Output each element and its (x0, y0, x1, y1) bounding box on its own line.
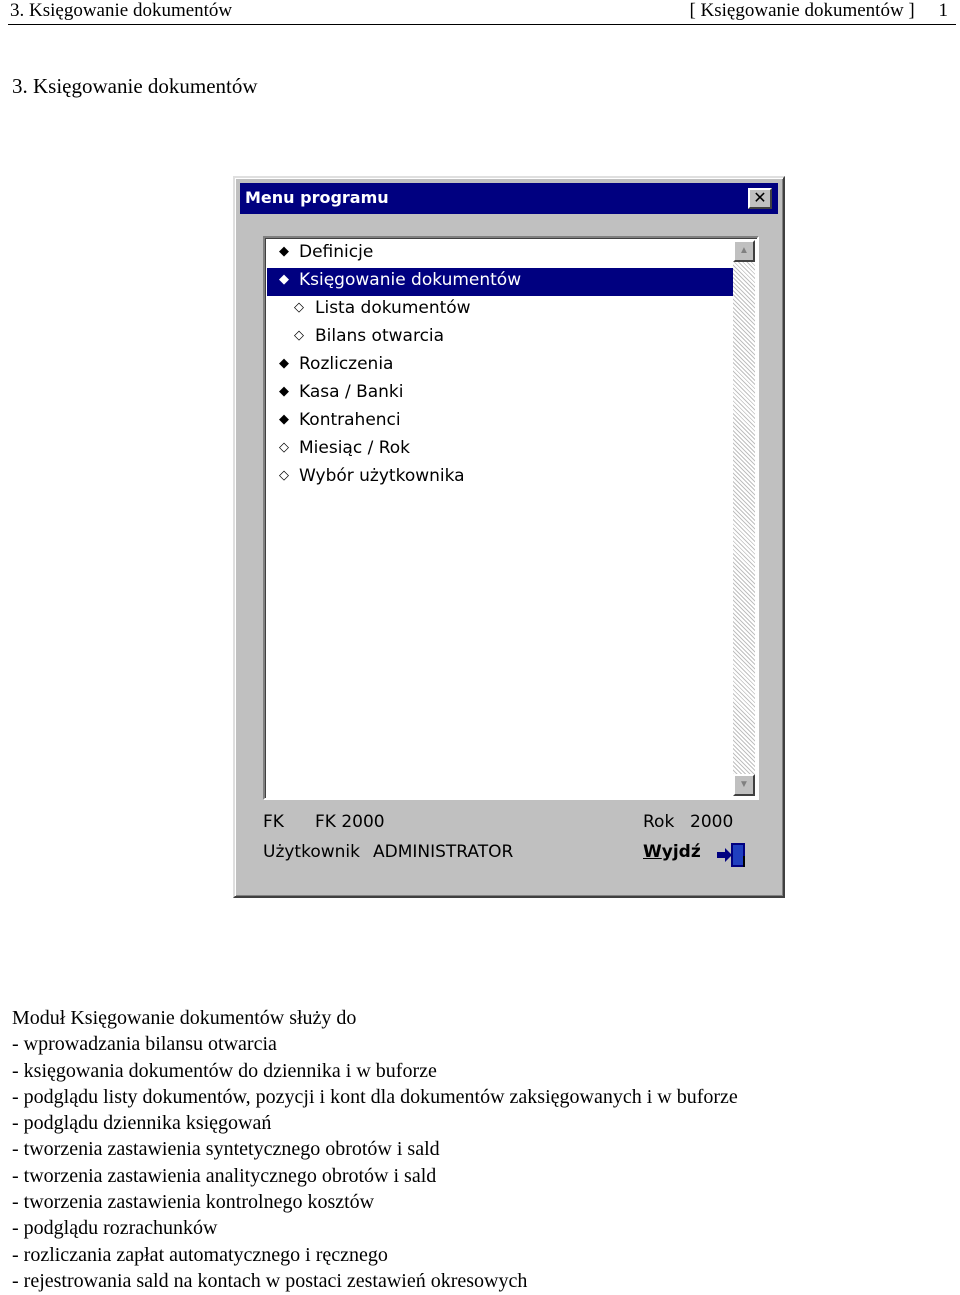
description-line: - rejestrowania sald na kontach w postaci zestawień okresowych (12, 1269, 528, 1292)
description-line: - wprowadzania bilansu otwarcia (12, 1033, 277, 1056)
close-icon: ✕ (753, 188, 767, 207)
vertical-scrollbar[interactable] (733, 240, 755, 796)
filled-diamond-icon: ◆ (279, 272, 289, 287)
menu-item[interactable] (267, 380, 733, 408)
fk-label: FK (263, 812, 284, 832)
page-header-right: [ Księgowanie dokumentów ] 1 (689, 0, 948, 21)
header-rule (8, 24, 956, 25)
arrow-up-icon: ▲ (739, 245, 749, 256)
description-line: - podglądu listy dokumentów, pozycji i kont dla dokumentów zaksięgowanych i w buforze (12, 1085, 738, 1108)
exit-button[interactable] (643, 842, 701, 862)
menu-item[interactable] (267, 240, 733, 268)
description-intro: Moduł Księgowanie dokumentów służy do (12, 1007, 357, 1029)
menu-item-label: Księgowanie dokumentów (299, 270, 522, 290)
exit-accelerator: W (643, 842, 662, 862)
description-line: - podglądu dziennika księgowań (12, 1112, 272, 1135)
exit-door-icon[interactable] (715, 842, 749, 868)
menu-item[interactable] (267, 296, 733, 324)
exit-label: yjdź (661, 842, 701, 862)
filled-diamond-icon: ◆ (279, 356, 289, 371)
filled-diamond-icon: ◆ (279, 244, 289, 259)
hollow-diamond-icon: ◇ (279, 440, 289, 455)
user-value: ADMINISTRATOR (373, 842, 514, 862)
year-value: 2000 (690, 812, 734, 832)
filled-diamond-icon: ◆ (279, 412, 289, 427)
user-label: Użytkownik (263, 842, 360, 862)
menu-list[interactable] (263, 236, 759, 800)
description-line: - księgowania dokumentów do dziennika i w buforze (12, 1059, 437, 1082)
menu-item-label: Rozliczenia (299, 354, 394, 374)
menu-item-label: Miesiąc / Rok (299, 438, 411, 458)
module-description (12, 1005, 738, 1294)
menu-window (233, 176, 785, 898)
description-line: - tworzenia zastawienia syntetycznego obrotów i sald (12, 1138, 440, 1161)
arrow-down-icon: ▼ (739, 779, 749, 790)
page-header-left: 3. Księgowanie dokumentów (10, 0, 233, 21)
filled-diamond-icon: ◆ (279, 384, 289, 399)
section-title: 3. Księgowanie dokumentów (12, 74, 258, 98)
hollow-diamond-icon: ◇ (294, 300, 304, 315)
year-label: Rok (643, 812, 675, 832)
scroll-down-button[interactable] (733, 774, 755, 796)
menu-item[interactable] (267, 408, 733, 436)
menu-item-label: Kasa / Banki (299, 382, 404, 402)
window-titlebar (240, 183, 778, 214)
menu-item[interactable] (267, 464, 733, 492)
menu-item-label: Lista dokumentów (315, 298, 471, 318)
description-line: - tworzenia zastawienia kontrolnego kosztów (12, 1191, 375, 1214)
menu-item[interactable] (267, 268, 733, 296)
window-title: Menu programu (245, 188, 389, 207)
menu-item-label: Definicje (299, 242, 374, 262)
menu-item-label: Kontrahenci (299, 410, 401, 430)
menu-item-label: Bilans otwarcia (315, 326, 445, 346)
scroll-up-button[interactable] (733, 240, 755, 262)
hollow-diamond-icon: ◇ (279, 468, 289, 483)
description-line: - tworzenia zastawienia analitycznego obrotów i sald (12, 1164, 437, 1187)
description-line: - podglądu rozrachunków (12, 1217, 218, 1240)
hollow-diamond-icon: ◇ (294, 328, 304, 343)
menu-item[interactable] (267, 352, 733, 380)
description-line: - rozliczania zapłat automatycznego i ręcznego (12, 1243, 388, 1266)
menu-item[interactable] (267, 436, 733, 464)
close-button[interactable] (748, 188, 772, 209)
menu-item[interactable] (267, 324, 733, 352)
fk-value: FK 2000 (315, 812, 385, 832)
menu-item-label: Wybór użytkownika (299, 466, 465, 486)
